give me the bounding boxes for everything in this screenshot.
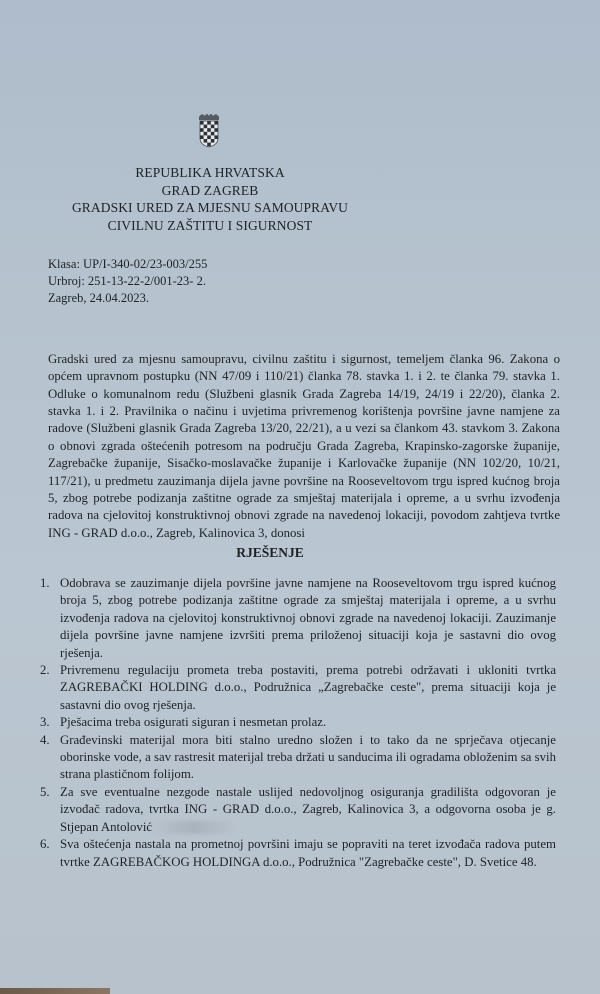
item-text: Odobrava se zauzimanje dijela površine javne namjene na Rooseveltovom trgu ispred kućnog broja 5, zbog potrebe podizanja zaštitne ograde za smještaj materijala i opreme, a u svrhu izvođenja radova na cjelovitoj konstruktivnoj obnovi zgrade na navedenoj lokaciji. Zauzimanje dijela površine javne namjene izvršiti prema priloženoj situaciji koja je sastavni dio ovog rješenja. [60, 576, 556, 660]
decision-item [36, 575, 556, 662]
item-text: Građevinski materijal mora biti stalno uredno složen i to tako da ne sprječava otjecanje oborinske vode, a sav rastresit materijal treba držati u sanducima ili ogradama obloženim sa svih strana plastičnom folijom. [60, 732, 556, 782]
item-number: 2. [40, 663, 50, 678]
item-number: 1. [40, 576, 50, 590]
decision-item [36, 732, 556, 784]
issuer-header [40, 164, 380, 234]
item-number: 3. [40, 715, 50, 730]
item-text: Sva oštećenja nastala na prometnoj površini imaju se popraviti na teret izvođača radova putem tvrtke ZAGREBAČKOG HOLDINGA d.o.o., Podružnica "Zagrebačke ceste", D. Svetice 48. [60, 837, 556, 869]
preamble-paragraph: Gradski ured za mjesnu samoupravu, civilnu zaštitu i sigurnost, temeljem članka 96. Zakona o općem upravnom postupku (NN 47/09 i 110/21) članka 78. stavka 1. i 2. te članka 79. stavka 1. Odluke o komunalnom redu (Službeni glasnik Grada Zagreba 14/19, 24/19 i 22/20), članka 2. stavka 1. i 2. Pravilnika o načinu i uvjetima privremenog korištenja površine javne namjene za radove (Službeni glasnik Grada Zagreba 13/20, 22/21), a u vezi sa člankom 43. stavkom 3. Zakona o obnovi zgrada oštećenih potresom na području Grada Zagreba, Krapinsko-zagorske županije, Zagrebačke županije, Sisačko-moslavačke županije i Karlovačke županije (NN 102/20, 10/21, 117/21), u predmetu zauzimanja dijela javne površine na Rooseveltovom trgu ispred kućnog broja 5, zbog potrebe podizanja zaštitne ograde za smještaj materijala i opreme, a u svrhu izvođenja radova na cjelovitoj konstruktivnoj obnovi zgrade na navedenoj lokaciji, povodom zahtjeva tvrtke ING - GRAD d.o.o., Zagreb, Kalinovica 3, donosi [48, 351, 560, 540]
croatian-coat-of-arms-icon [198, 112, 220, 148]
place-date: Zagreb, 24.04.2023. [48, 291, 150, 305]
item-number: 5. [40, 784, 50, 799]
decision-item [36, 714, 556, 731]
item-text: Pješacima treba osigurati siguran i nesmetan prolaz. [60, 715, 327, 730]
item-number: 4. [40, 732, 50, 747]
table-surface-edge [0, 988, 110, 994]
decision-items-list [36, 575, 556, 871]
decision-item [36, 784, 556, 836]
decision-title: RJEŠENJE [236, 545, 304, 560]
header-line-country: REPUBLIKA HRVATSKA [135, 165, 285, 180]
klasa-number: Klasa: UP/I-340-02/23-003/255 [48, 257, 208, 271]
item-number: 6. [40, 837, 50, 852]
header-line-office: GRADSKI URED ZA MJESNU SAMOUPRAVU [71, 200, 349, 215]
header-line-city: GRAD ZAGREB [161, 182, 259, 198]
decision-item [36, 836, 556, 871]
header-line-department: CIVILNU ZAŠTITU I SIGURNOST [107, 217, 313, 233]
reference-block [48, 256, 207, 307]
urbroj-number: Urbroj: 251-13-22-2/001-23- 2. [48, 274, 206, 288]
decision-item [36, 662, 556, 714]
item-text: Privremenu regulaciju prometa treba postaviti, prema potrebi održavati i ukloniti tvrtka ZAGREBAČKI HOLDING d.o.o., Podružnica „Zagrebačke ceste", prema situaciji koja je sastavni dio ovog rješenja. [60, 663, 556, 712]
redacted-text-blur [155, 821, 233, 834]
item-text: Za sve eventualne nezgode nastale uslijed nedovoljnog osiguranja gradilišta odgovoran je izvođač radova, tvrtka ING - GRAD d.o.o., Zagreb, Kalinovica 3, a odgovorna osoba je g. Stjepan Antolović [60, 784, 556, 834]
